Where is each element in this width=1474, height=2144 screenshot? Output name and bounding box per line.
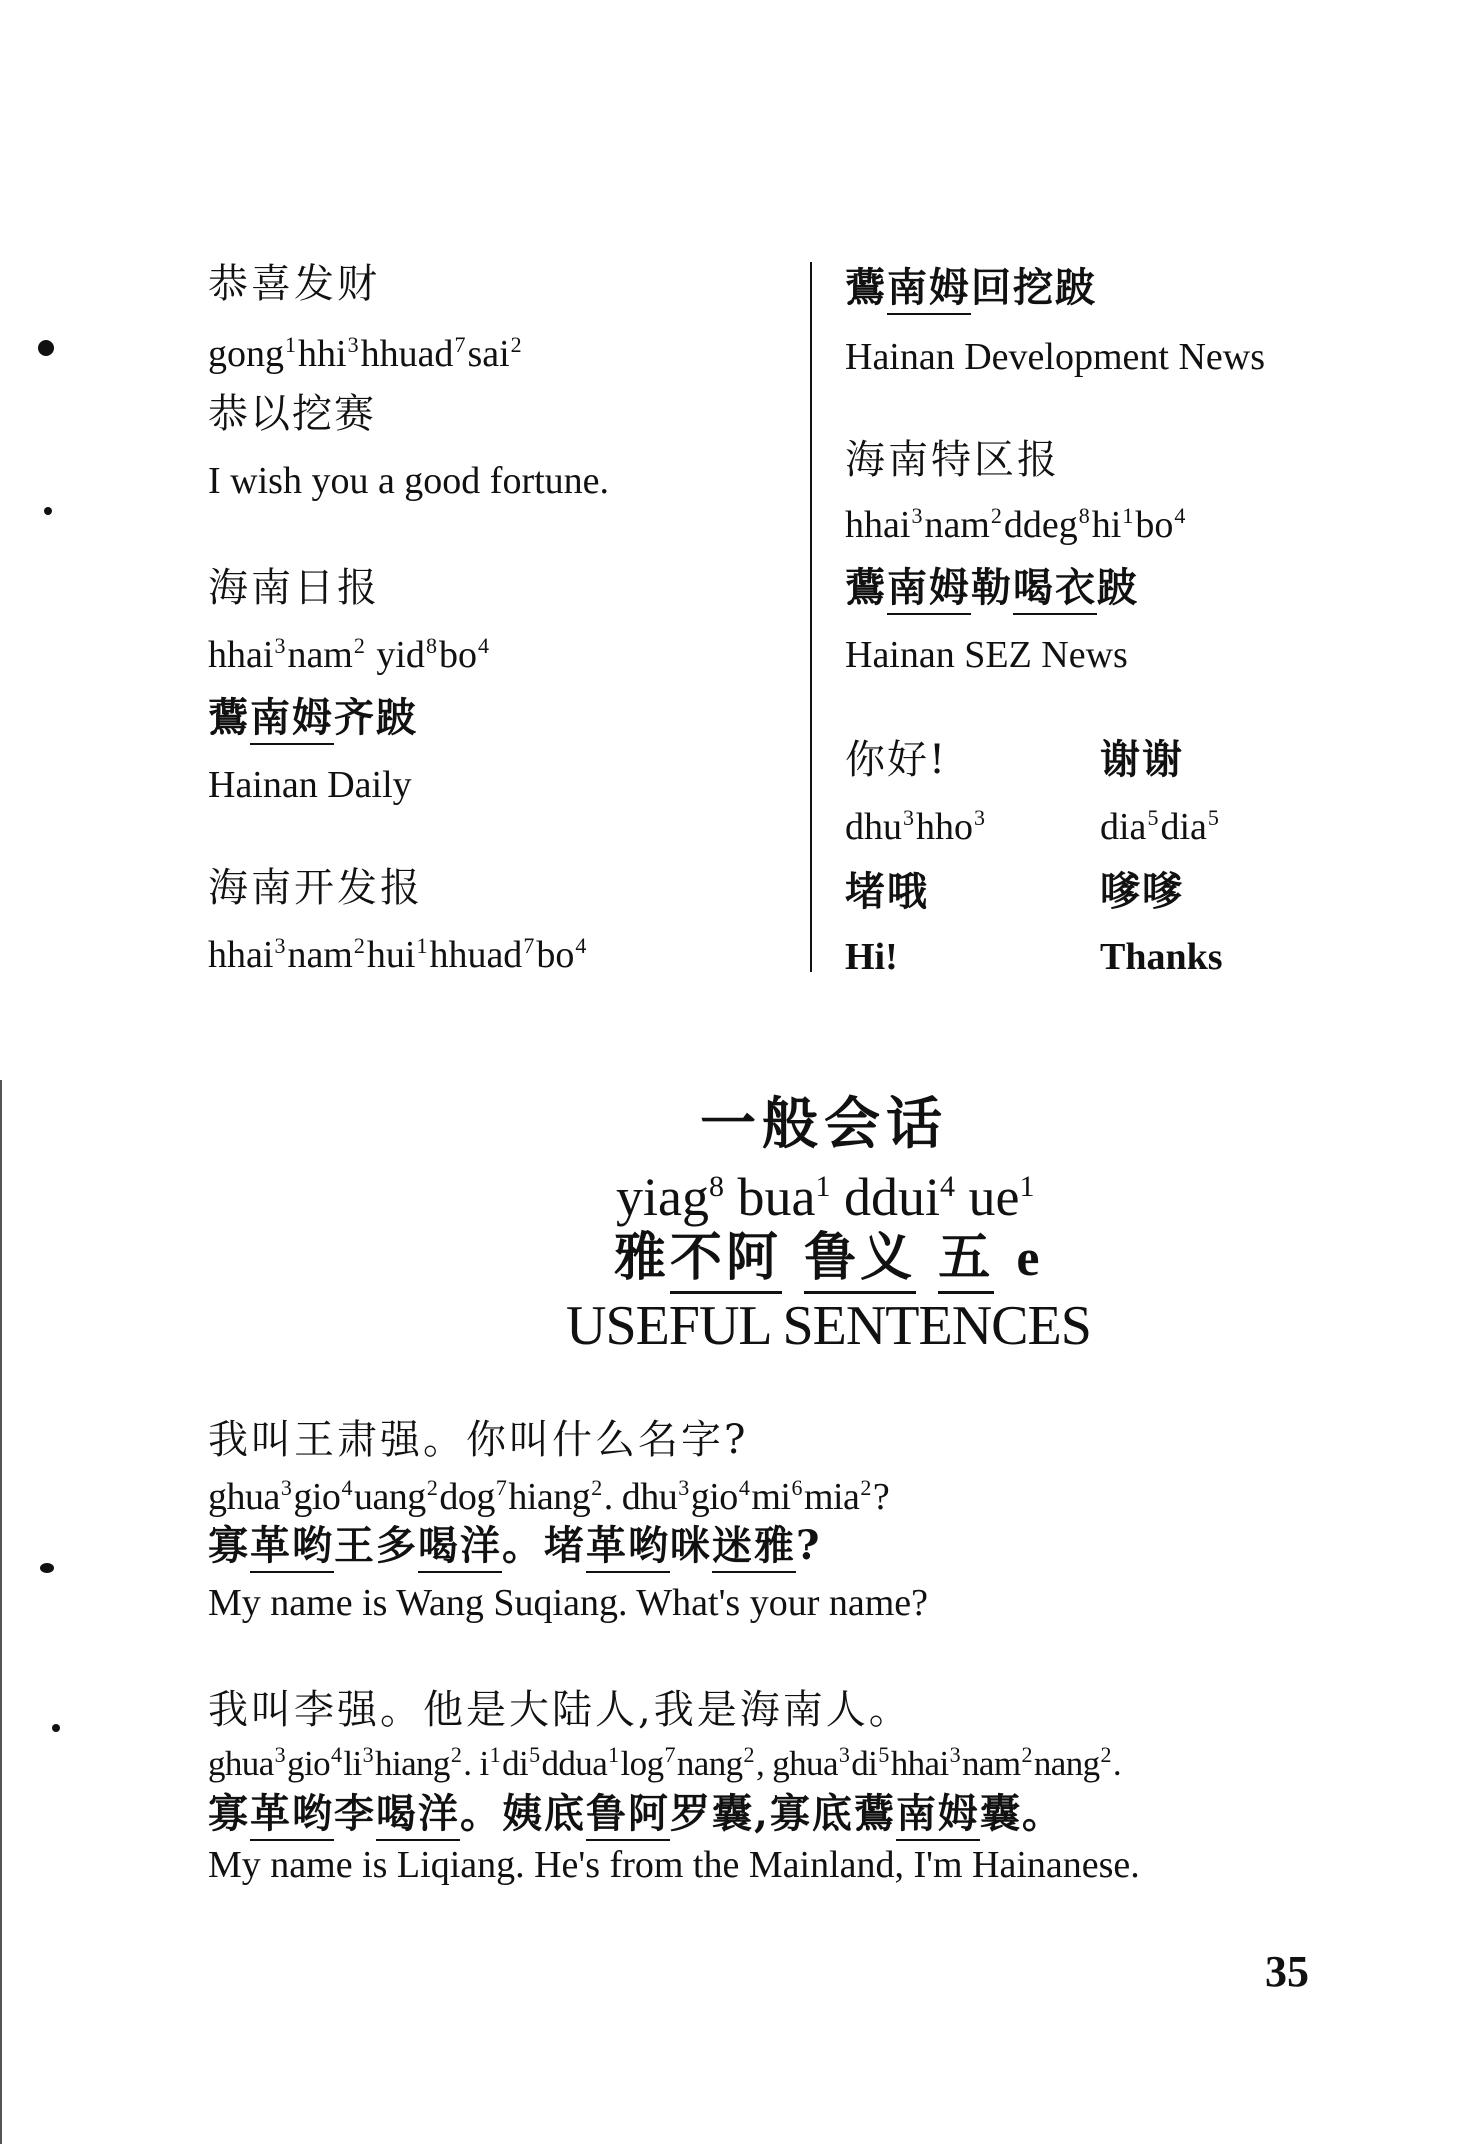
binding-mark: [40, 1563, 54, 1573]
greeting-1-chinese: 你好!: [845, 737, 948, 783]
greeting-1-romanization: dhu$^3$hho$^3$: [845, 805, 985, 848]
phrase-2-chinese: 海南日报: [208, 565, 380, 611]
phrase-5-chinese: 海南特区报: [845, 437, 1060, 483]
sentence-1-chinese: 我叫王肃强。你叫什么名字?: [208, 1417, 749, 1463]
phrase-5-hainanese: 鷰南姆勒喝衣跛: [845, 568, 1139, 608]
phrase-2-hainanese: 鷰南姆齐跛: [208, 698, 418, 738]
section-title-hainanese: 雅不阿 鲁义 五 e: [614, 1232, 1043, 1285]
phrase-4-english: Hainan Development News: [845, 336, 1265, 378]
column-divider: [810, 262, 812, 972]
phrase-1-chinese: 恭喜发财: [208, 261, 380, 307]
greeting-2-hainanese: 嗲嗲: [1100, 868, 1184, 915]
greeting-1-english: Hi!: [845, 936, 898, 978]
phrase-3-chinese: 海南开发报: [208, 865, 423, 911]
section-title-romanization: yiag$^8$ bua$^1$ ddui$^4$ $ue^1$: [616, 1167, 1035, 1227]
binding-hole: [38, 340, 54, 356]
sentence-1-romanization: ghua$^3$gio$^4$uang$^2$dog$^7$hiang$^2$. $dhu^3gio^4mi^6mia^2$?: [208, 1475, 890, 1518]
sentence-2-chinese: 我叫李强。他是大陆人,我是海南人。: [208, 1687, 912, 1733]
phrase-2-romanization: hhai$^3$nam$^2$ $yid^8bo^4$: [208, 633, 489, 676]
phrase-2-english: Hainan Daily: [208, 764, 412, 806]
page-edge: [0, 1080, 2, 2144]
phrase-1-english: I wish you a good fortune.: [208, 460, 610, 502]
sentence-2-hainanese: 寡革哟李喝洋。姨底鲁阿罗囊,寡底鷰南姆囊。: [208, 1794, 1064, 1834]
binding-mark: [52, 1724, 60, 1732]
binding-mark: [44, 507, 52, 515]
section-title-english: USEFUL SENTENCES: [566, 1295, 1091, 1357]
greeting-1-hainanese: 堵哦: [845, 868, 929, 915]
sentence-1-hainanese: 寡革哟王多喝洋。堵革哟咪迷雅?: [208, 1526, 821, 1566]
page-number: 35: [1265, 1947, 1309, 1996]
phrase-5-romanization: $hhai^3nam^2ddeg^8hi^1bo^4$: [845, 503, 1186, 546]
section-title-chinese: 一般会话: [700, 1091, 948, 1157]
phrase-5-english: Hainan SEZ News: [845, 634, 1128, 676]
sentence-2-english: My name is Liqiang. He's from the Mainland, I'm Hainanese.: [208, 1844, 1140, 1886]
sentence-1-english: My name is Wang Suqiang. What's your name?: [208, 1582, 929, 1624]
phrase-1-hainanese: 恭以挖赛: [208, 391, 376, 437]
greeting-2-chinese: 谢谢: [1100, 736, 1184, 783]
phrase-1-romanization: gong$^1$hhi$^3$hhuad$^7$sai$^2$: [208, 332, 522, 375]
greeting-2-english: Thanks: [1100, 936, 1223, 978]
greeting-2-romanization: dia$^5$dia$^5$: [1100, 805, 1219, 848]
phrase-4-hainanese: 鷰南姆回挖跛: [845, 268, 1097, 308]
phrase-3-romanization: $hhai^3nam^2hui^1hhuad^7bo^4$: [208, 933, 587, 976]
sentence-2-romanization: $ghua^3gio^4li^3hiang^2$. $i^1di^5ddua^1\log^7nang^2$, $ghua^3di^5hhai^3nam^2nang^2$.: [208, 1742, 1122, 1783]
